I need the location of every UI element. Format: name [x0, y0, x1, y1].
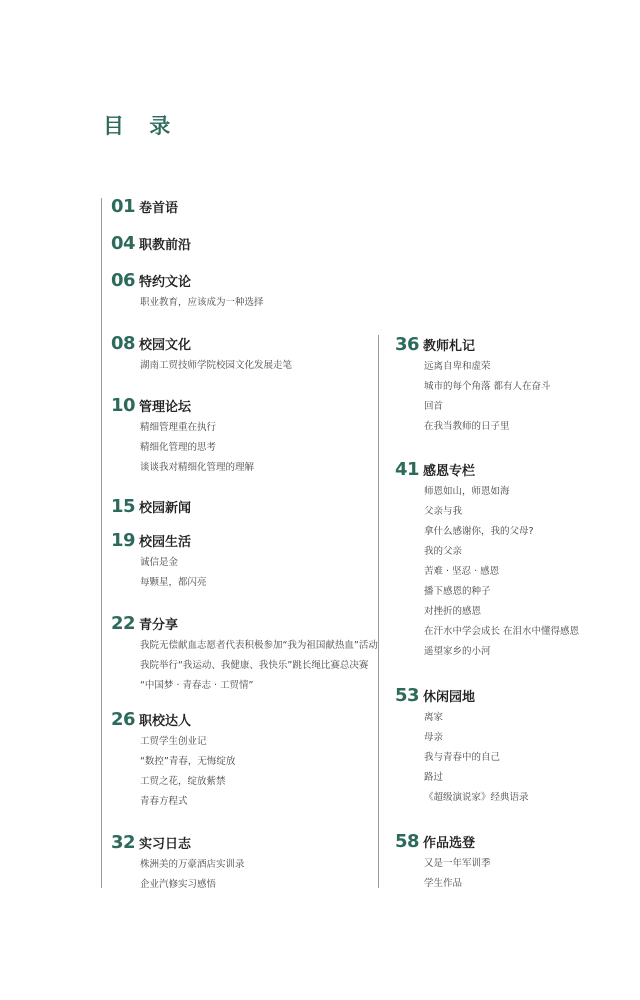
toc-item[interactable]: 湖南工贸技师学院校园文化发展走笔	[140, 360, 293, 371]
toc-section[interactable]	[395, 331, 551, 437]
section-title: 感恩专栏	[423, 463, 476, 479]
section-title: 卷首语	[139, 200, 179, 216]
section-number: 58	[395, 830, 420, 852]
toc-item[interactable]: 我与青春中的自己	[424, 752, 501, 763]
toc-section[interactable]	[111, 527, 207, 593]
toc-item[interactable]: 株洲美的万豪酒店实训录	[140, 859, 245, 870]
section-number: 53	[395, 684, 420, 706]
section-title: 作品选登	[423, 835, 476, 851]
toc-item[interactable]: 精细管理重在执行	[140, 422, 217, 433]
toc-item[interactable]: 在我当教师的日子里	[424, 421, 510, 432]
section-title: 校园文化	[139, 337, 192, 353]
page-title: 目 录	[103, 114, 180, 138]
toc-item[interactable]: 苦难 · 坚忍 · 感恩	[424, 566, 500, 577]
section-title: 教师札记	[423, 338, 476, 354]
right-column-rule	[378, 335, 379, 888]
toc-item[interactable]: 路过	[424, 772, 444, 783]
toc-item[interactable]: 对挫折的感恩	[424, 606, 482, 617]
toc-section[interactable]	[395, 682, 529, 808]
section-title: 职校达人	[139, 713, 192, 729]
toc-item[interactable]: 离家	[424, 712, 444, 723]
toc-section[interactable]	[111, 610, 378, 696]
section-number: 22	[111, 612, 136, 634]
toc-section[interactable]	[111, 267, 264, 313]
section-number: 08	[111, 332, 136, 354]
toc-item[interactable]: 青春方程式	[140, 796, 188, 807]
toc-item[interactable]: 父亲与我	[424, 506, 463, 517]
toc-section[interactable]	[111, 493, 191, 519]
toc-item[interactable]: 我院举行“我运动、我健康、我快乐”跳长绳比赛总决赛	[140, 660, 369, 671]
section-number: 06	[111, 269, 136, 291]
toc-section[interactable]	[111, 193, 178, 219]
section-number: 15	[111, 495, 136, 517]
section-number: 01	[111, 195, 136, 217]
toc-item[interactable]: 我的父亲	[424, 546, 463, 557]
toc-item[interactable]: 回首	[424, 401, 444, 412]
section-title: 职教前沿	[139, 237, 192, 253]
section-title: 特约文论	[139, 274, 192, 290]
toc-item[interactable]: 遥望家乡的小河	[424, 646, 491, 657]
section-number: 36	[395, 333, 420, 355]
toc-item[interactable]: 播下感恩的种子	[424, 586, 491, 597]
toc-section[interactable]	[111, 230, 191, 256]
section-number: 32	[111, 831, 136, 853]
section-title: 青分享	[139, 617, 179, 633]
toc-item[interactable]: 每颗星，都闪亮	[140, 577, 207, 588]
left-column-rule	[101, 198, 102, 888]
section-number: 04	[111, 232, 136, 254]
toc-item[interactable]: “数控”青春，无悔绽放	[140, 756, 236, 767]
toc-item[interactable]: 师恩如山，师恩如海	[424, 486, 510, 497]
section-number: 41	[395, 458, 420, 480]
section-title: 休闲园地	[423, 689, 476, 705]
toc-section[interactable]	[111, 392, 254, 478]
toc-item[interactable]: 拿什么感谢你，我的父母?	[424, 526, 534, 537]
toc-item[interactable]: 在汗水中学会成长 在泪水中懂得感恩	[424, 626, 580, 637]
toc-item[interactable]: 《超级演说家》经典语录	[424, 792, 529, 803]
toc-section[interactable]	[111, 706, 235, 812]
section-title: 校园生活	[139, 534, 192, 550]
toc-section[interactable]	[111, 829, 245, 895]
section-title: 实习日志	[139, 836, 192, 852]
toc-item[interactable]: 企业汽修实习感悟	[140, 879, 217, 890]
toc-item[interactable]: 工贸学生创业记	[140, 736, 207, 747]
section-title: 管理论坛	[139, 399, 192, 415]
section-title: 校园新闻	[139, 500, 192, 516]
toc-item[interactable]: 学生作品	[424, 878, 463, 889]
toc-item[interactable]: 谈谈我对精细化管理的理解	[140, 462, 255, 473]
toc-item[interactable]: 诚信是金	[140, 557, 179, 568]
section-number: 10	[111, 394, 136, 416]
toc-item[interactable]: “中国梦 · 青春志 · 工贸情”	[140, 680, 254, 691]
section-number: 19	[111, 529, 136, 551]
section-number: 26	[111, 708, 136, 730]
toc-item[interactable]: 城市的每个角落 都有人在奋斗	[424, 381, 551, 392]
toc-item[interactable]: 又是一年军训季	[424, 858, 491, 869]
toc-section[interactable]	[111, 330, 292, 376]
toc-item[interactable]: 我院无偿献血志愿者代表积极参加“我为祖国献热血”活动	[140, 640, 378, 651]
toc-item[interactable]: 职业教育，应该成为一种选择	[140, 297, 264, 308]
toc-section[interactable]	[395, 828, 491, 894]
toc-item[interactable]: 母亲	[424, 732, 444, 743]
toc-item[interactable]: 精细化管理的思考	[140, 442, 217, 453]
toc-item[interactable]: 远离自卑和虚荣	[424, 361, 491, 372]
toc-item[interactable]: 工贸之花，绽放紫禁	[140, 776, 226, 787]
toc-section[interactable]	[395, 456, 579, 662]
